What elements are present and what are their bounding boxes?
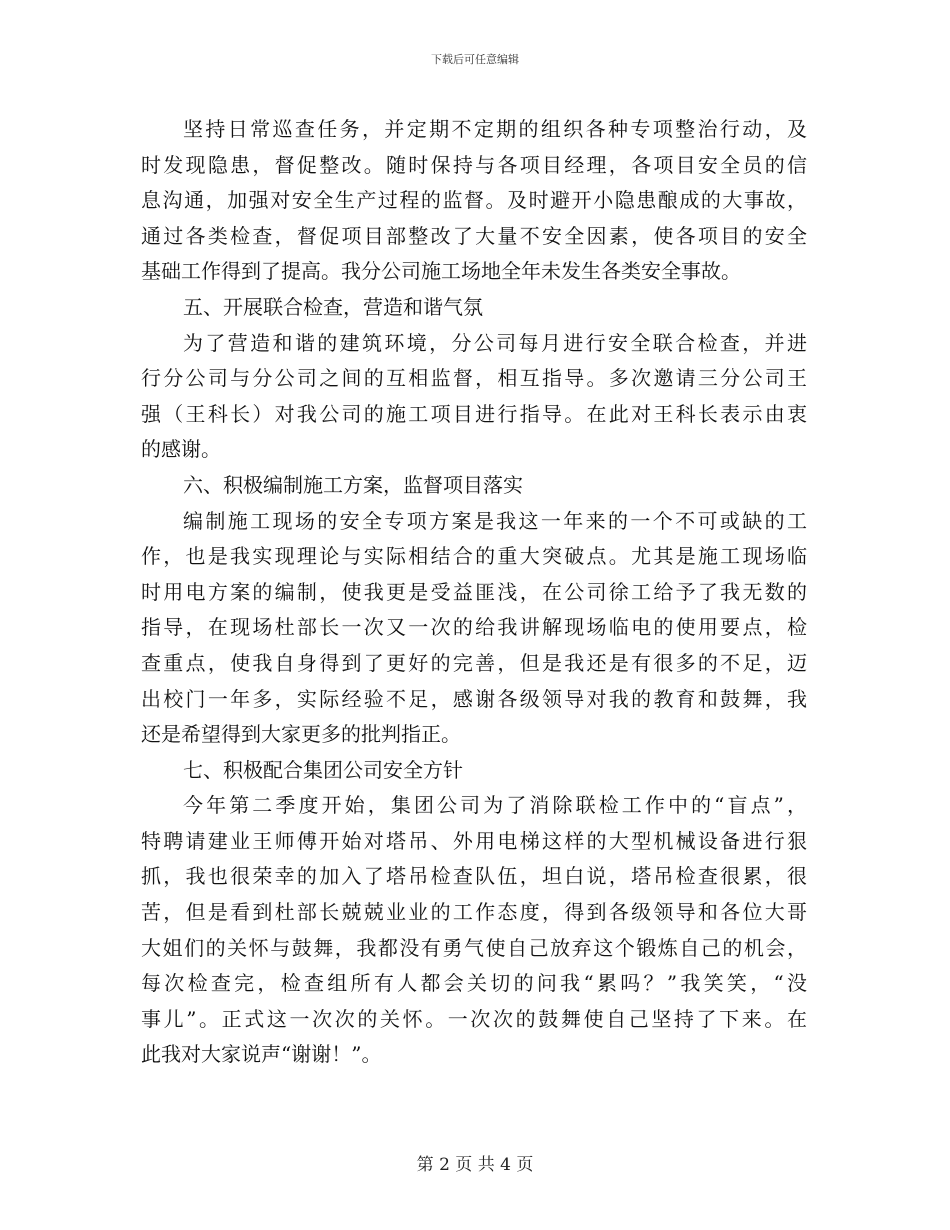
- paragraph-line: 特聘请建业王师傅开始对塔吊、外用电梯这样的大型机械设备进行狠: [141, 828, 807, 853]
- paragraph-line: 苦，但是看到杜部长兢兢业业的工作态度，得到各级领导和各位大哥: [141, 900, 807, 925]
- paragraph-line: 为了营造和谐的建筑环境，分公司每月进行安全联合检查，并进: [183, 330, 807, 355]
- paragraph-line: 抓，我也很荣幸的加入了塔吊检查队伍，坦白说，塔吊检查很累，很: [141, 864, 807, 889]
- paragraph-line: 的感谢。: [141, 437, 221, 462]
- paragraph-line: 事儿”。正式这一次次的关怀。一次次的鼓舞使自己坚持了下来。在: [141, 1006, 807, 1031]
- paragraph-line: 时发现隐患，督促整改。随时保持与各项目经理，各项目安全员的信: [141, 152, 807, 177]
- section-heading: 六、积极编制施工方案，监督项目落实: [183, 472, 523, 497]
- paragraph-line: 坚持日常巡查任务，并定期不定期的组织各种专项整治行动，及: [183, 117, 807, 141]
- page-header: 下载后可任意编辑: [431, 53, 519, 66]
- section-heading: 七、积极配合集团公司安全方针: [183, 757, 463, 782]
- paragraph-line: 此我对大家说声“谢谢！”。: [141, 1042, 382, 1067]
- paragraph-line: 行分公司与分公司之间的互相监督，相互指导。多次邀请三分公司王: [141, 366, 807, 391]
- paragraph-line: 出校门一年多，实际经验不足，感谢各级领导对我的教育和鼓舞，我: [141, 686, 807, 711]
- paragraph-line: 作，也是我实现理论与实际相结合的重大突破点。尤其是施工现场临: [141, 544, 807, 569]
- paragraph-line: 时用电方案的编制，使我更是受益匪浅，在公司徐工给予了我无数的: [141, 579, 807, 604]
- paragraph-line: 编制施工现场的安全专项方案是我这一年来的一个不可或缺的工: [183, 508, 807, 533]
- paragraph-line: 大姐们的关怀与鼓舞，我都没有勇气使自己放弃这个锻炼自己的机会，: [141, 935, 807, 960]
- paragraph-line: 息沟通，加强对安全生产过程的监督。及时避开小隐患酿成的大事故，: [141, 188, 807, 213]
- page-footer: 第 2 页 共 4 页: [416, 1155, 534, 1175]
- paragraph-line: 强（王科长）对我公司的施工项目进行指导。在此对王科长表示由衷: [141, 401, 807, 426]
- section-heading: 五、开展联合检查，营造和谐气氛: [183, 294, 483, 319]
- paragraph-line: 基础工作得到了提高。我分公司施工场地全年未发生各类安全事故。: [141, 259, 741, 284]
- document-body: [141, 112, 807, 1073]
- paragraph-line: 指导，在现场杜部长一次又一次的给我讲解现场临电的使用要点，检: [141, 615, 807, 640]
- paragraph-line: 每次检查完，检查组所有人都会关切的问我“累吗？”我笑笑，“没: [141, 971, 807, 996]
- paragraph-line: 今年第二季度开始，集团公司为了消除联检工作中的“盲点”，: [183, 793, 807, 818]
- paragraph-line: 查重点，使我自身得到了更好的完善，但是我还是有很多的不足，迈: [141, 650, 807, 675]
- paragraph-line: 通过各类检查，督促项目部整改了大量不安全因素，使各项目的安全: [141, 223, 807, 248]
- paragraph-line: 还是希望得到大家更多的批判指正。: [141, 722, 461, 747]
